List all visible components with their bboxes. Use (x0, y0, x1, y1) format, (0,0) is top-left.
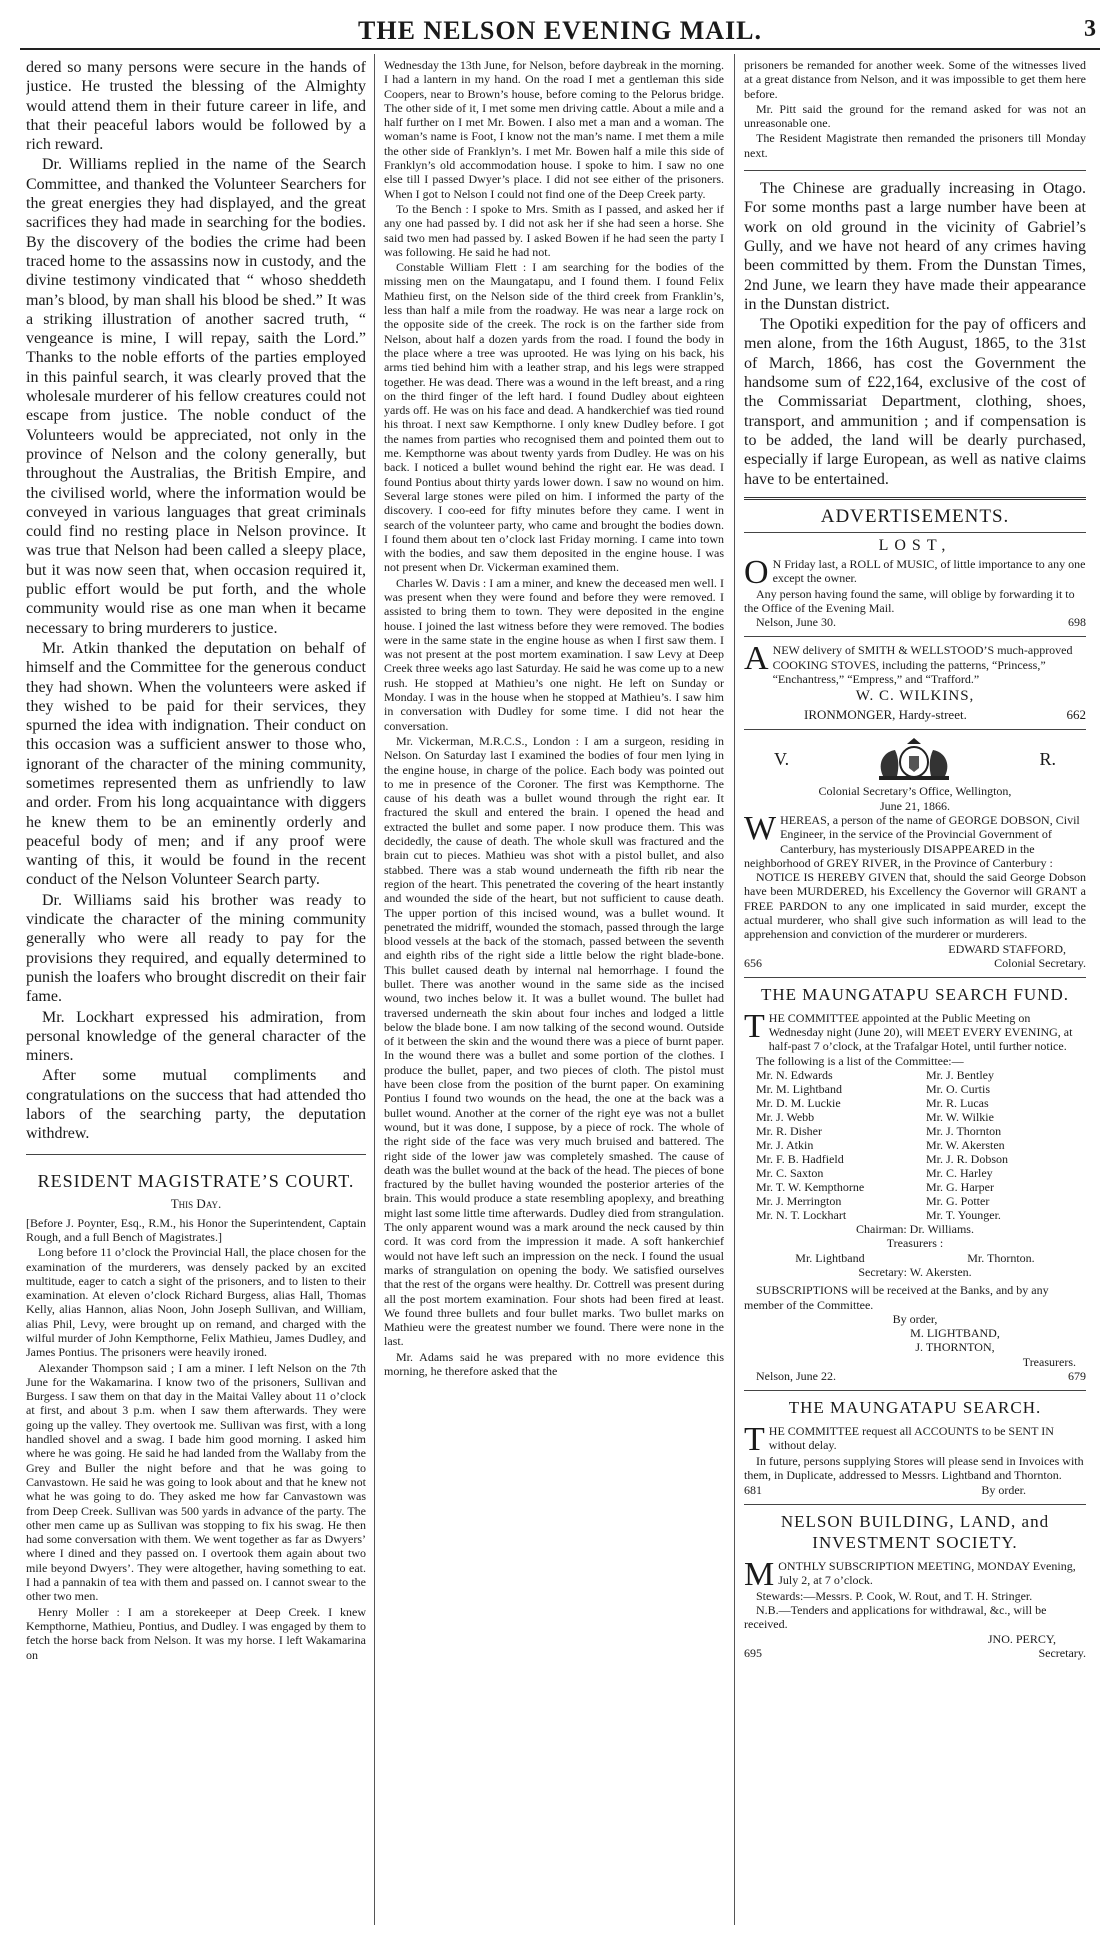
treasurer: Mr. Lightband (795, 1250, 865, 1265)
court-paragraph: To the Bench : I spoke to Mrs. Smith as I passed, and asked her if any one had passed by. I did not ask her if she had seen a horse. She said two men had passed by. I asked Bowen if he had seen the party I was following. He said he had not. (384, 201, 724, 259)
committee-member: Mr. N. T. Lockhart (756, 1208, 847, 1223)
divider (744, 497, 1086, 500)
lost-body: N Friday last, a ROLL of MUSIC, of little importance to any one except the owner. (772, 556, 1086, 586)
society-stewards: Stewards:—Messrs. P. Cook, W. Rout, and T. H. Stringer. (756, 1588, 1033, 1603)
committee-member: Mr. J. Bentley (926, 1068, 994, 1083)
committee-list (744, 1068, 1086, 1222)
divider (744, 1504, 1086, 1505)
proclamation-signer: EDWARD STAFFORD, (948, 941, 1066, 956)
bench-note: [Before J. Poynter, Esq., R.M., his Honor the Superintendent, Captain Rough, and a full Bench of Magistrates.] (26, 1215, 366, 1244)
court-heading: RESIDENT MAGISTRATE’S COURT. (37, 1170, 355, 1191)
signer: M. LIGHTBAND, (910, 1326, 1000, 1341)
society-title: Secretary. (1038, 1645, 1086, 1660)
committee-member: Mr. J. Thornton (926, 1124, 1002, 1139)
stoves-merchant: W. C. WILKINS, (855, 688, 975, 705)
committee-member: Mr. T. Younger. (926, 1208, 1001, 1223)
stoves-trade: IRONMONGER, Hardy-street. (804, 707, 967, 723)
advert-number: 662 (1066, 707, 1086, 723)
column-rule (734, 54, 735, 1925)
search-heading: THE MAUNGATAPU SEARCH. (788, 1398, 1042, 1418)
stoves-advert (744, 640, 1086, 723)
advert-number: 681 (744, 1482, 762, 1497)
committee-member: Mr. M. Lightband (756, 1082, 842, 1097)
advert-number: 698 (1068, 615, 1086, 630)
committee-member: Mr. C. Saxton (756, 1166, 824, 1181)
article-paragraph: Mr. Lockhart expressed his admiration, from personal knowledge of the general character of the miners. (26, 1008, 366, 1065)
lost-dateline: Nelson, June 30. (756, 615, 836, 630)
committee-member: Mr. G. Potter (926, 1194, 990, 1209)
lost-advert (744, 537, 1086, 631)
court-paragraph: Wednesday the 13th June, for Nelson, before daybreak in the morning. I had a lantern in my hand. On the road I met a gentleman this side Coopers, near to Brown’s house, before coming to the Pelorus bridge. The other side of it, I met some men driving cattle. About a mile and a half further on I met Mr. Bowen. I also met a man and a woman. The woman’s name is Foot, I know not the man’s name. I met them a mile the other side of Franklyn’s. I met Mr. Bowen half a mile this side of Franklyn’s old accommodation house. I spoke to him. I saw no one else till I passed Dwyer’s place. I did not see either of the prisoners. When I got to Nelson I could not find one of the Deep Creek party. (384, 58, 724, 201)
article-paragraph: dered so many persons were secure in the hands of justice. He trusted the blessing of the Almighty would attend them in their future career in life, and that their peaceful labors would be followed by a rich reward. (26, 59, 366, 154)
column-2 (384, 58, 724, 1925)
news-paragraph: The Opotiki expedition for the pay of officers and men alone, from the 16th August, 1865, to the 31st of March, 1866, has cost the Government the handsome sum of £22,164, exclusive of the cost of the Commissariat Department, clothing, shoes, transport, and ammunition ; and if compensation is to be added, the land will be dearly purchased, especially if large European, as well as native claims have to be entertained. (744, 316, 1086, 488)
committee-member: Mr. W. Akersten (926, 1138, 1005, 1153)
court-paragraph: Constable William Flett : I am searching for the bodies of the missing men on the Maungatapu, and I found them. I found Felix Mathieu first, on the Nelson side of the third creek from Franklin’s, less than half a mile from the roadway. He was near a large rock on the opposite side of the creek. The rock is on the farther side from Nelson, about half a dozen yards from the road. I found the body in the place where a tree was uprooted. He was lying on his back, his arms tied behind him with a leather strap, and his legs were strapped together. He was dead. There was a wound in the left breast, and a ring on the third finger of the left hard. I found Dudley about eighteen yards off. He was on his face and dead. A handkerchief was tied round his throat. I next saw Kempthorne. I only knew Dudley before. I got the names from parties who recognised them and pointed them out to me. Kempthorne was about twenty yards from Dudley. He was on his back. I noticed a bullet wound behind the right ear. He was dead. I found Pontius about thirty yards lower down. I saw no wound on him. Several large stones were piled on him. I informed the party of the discovery. I coo-eed for fifty minutes before they came. I went in search of the volunteer party, who came and brought the bodies down. I found them about ten o’clock last Friday morning. I came into town with the bodies, and saw them deposited in the engine house. I was not present when Dr. Vickerman examined them. (384, 260, 724, 575)
committee-member: Mr. J. Webb (756, 1110, 815, 1125)
court-paragraph: Long before 11 o’clock the Provincial Hall, the place chosen for the examination of the murderers, was densely packed by an excited multitude, eager to catch a sight of the prisoners, and to listen to their examination. At eleven o’clock Richard Burgess, alias Hall, Thomas Kelly, alias Hannon, alias Noon, John Joseph Sullivan, and William, alias Phil, Levy, were brought up on remand, and charged with the wilful murder of John Kempthorne, Felix Mathieu, James Dudley, and James Pontius. The prisoners were heavily ironed. (26, 1245, 366, 1360)
search-fund-advert (744, 984, 1086, 1384)
column-rule (374, 54, 375, 1925)
committee-member: Mr. C. Harley (926, 1166, 993, 1181)
by-order: By order, (892, 1311, 938, 1326)
divider (744, 532, 1086, 533)
court-paragraph: The Resident Magistrate then remanded the prisoners till Monday next. (744, 131, 1086, 160)
committee-member: Mr. W. Wilkie (926, 1110, 994, 1125)
society-heading: NELSON BUILDING, LAND, and INVESTMENT SOCIETY. (780, 1511, 1050, 1552)
chairman: Chairman: Dr. Williams. (856, 1222, 974, 1237)
proclamation-notice: NOTICE IS HEREBY GIVEN that, should the said George Dobson have been MURDERED, his Excellency the Governor will GRANT a FREE PARDON to any one implicated in said murder, except the actual murderer, who shall give such information as will lead to the apprehension and conviction of the murderer or murderers. (744, 870, 1086, 942)
committee-member: Mr. N. Edwards (756, 1068, 833, 1083)
drop-cap: T (744, 1007, 765, 1045)
committee-member: Mr. J. Merrington (756, 1194, 842, 1209)
court-paragraph: Mr. Adams said he was prepared with no more evidence this morning, he therefore asked that the (384, 1349, 724, 1379)
advert-number: 679 (1068, 1369, 1086, 1384)
divider (744, 1390, 1086, 1391)
news-items (744, 179, 1086, 489)
vr-left: V. (774, 748, 790, 769)
search-body-2: In future, persons supplying Stores will please send in Invoices with them, in Duplicate, addressed to Messrs. Lightband and Thornton. (744, 1454, 1084, 1483)
article-paragraph: Dr. Williams said his brother was ready to vindicate the character of the mining community generally who were all ready to pay for the provisions they required, and equally determined to punish the loafers who brought discredit on their fair fame. (26, 891, 366, 1006)
drop-cap: A (744, 640, 769, 678)
committee-member: Mr. D. M. Luckie (756, 1096, 841, 1111)
advert-number: 695 (744, 1645, 762, 1660)
committee-member: Mr. G. Harper (926, 1180, 994, 1195)
society-body: ONTHLY SUBSCRIPTION MEETING, MONDAY Evening, July 2, at 7 o’clock. (778, 1558, 1076, 1587)
secretary: Secretary: W. Akersten. (858, 1264, 972, 1279)
newspaper-title: THE NELSON EVENING MAIL. (358, 16, 762, 45)
committee-member: Mr. J. R. Dobson (926, 1152, 1009, 1167)
drop-cap: O (744, 553, 769, 591)
proclamation-title: Colonial Secretary. (994, 955, 1086, 970)
committee-intro: The following is a list of the Committee:— (756, 1053, 964, 1068)
article-paragraph: Mr. Atkin thanked the deputation on behalf of himself and the Committee for the generous conduct they had shown. When the volunteers were asked if they wished to be paid for their services, they spurned the idea with indignation. Their conduct on this occasion was a sufficient answer to those who, ignorant of the character of the mining community, sometimes represented them as unfriendly to law and order. From his long acquaintance with diggers he knew them to be an eminently orderly and peaceful body of men; and if any proof were wanting of this, it would be found in the recent conduct of the Nelson Volunteer Search party. (26, 639, 366, 889)
column-1 (26, 58, 366, 1925)
treasurer: Mr. Thornton. (967, 1250, 1035, 1265)
advertisements-heading: ADVERTISEMENTS. (820, 505, 1010, 527)
drop-cap: T (744, 1421, 765, 1459)
by-order: By order. (981, 1482, 1026, 1497)
column-3 (744, 58, 1086, 1925)
page-number: 3 (1084, 16, 1096, 42)
vr-right: R. (1039, 748, 1056, 769)
search-fund-heading: THE MAUNGATAPU SEARCH FUND. (760, 984, 1070, 1004)
advert-number: 656 (744, 955, 762, 970)
lost-body-2: Any person having found the same, will oblige by forwarding it to the Office of the Evening Mail. (744, 586, 1075, 616)
committee-member: Mr. J. Atkin (756, 1138, 814, 1153)
proclamation-advert (744, 736, 1086, 971)
drop-cap: M (744, 1555, 775, 1593)
fund-dateline: Nelson, June 22. (756, 1369, 836, 1384)
court-paragraph: Mr. Pitt said the ground for the remand asked for was not an unreasonable one. (744, 101, 1086, 131)
search-fund-body: HE COMMITTEE appointed at the Public Meeting on Wednesday night (June 20), will MEET EVERY EVENING, at half-past 7 o’clock, at the Trafalgar Hotel, until further notice. (768, 1010, 1073, 1054)
court-paragraph: Alexander Thompson said ; I am a miner. I left Nelson on the 7th June for the Wakamarina. I know two of the prisoners, Sullivan and Burgess. I saw them on that day in the Maitai Valley about 11 o’clock at first, and about 3 p.m. when I saw them afterwards. They were going up the valley. They overtook me. Sullivan was first, with a long handled shovel and a swag. I bade him good morning. I asked him where he was going. He said he had landed from the Wallaby from the Grey and Buller the night before and that he was going to Canvastown. He said he was going to look about and that he knew not what he was going to do. They asked me how far Canvastown was from Deep Creek. Sullivan was 500 yards in advance of the party. The other men came up as Sullivan was stopping to fix his swag. He then had some conversation with them. We went together as far as Dwyers’ where I dined and they passed on. I overtook them again about two mile beyond Dwyers’. They were altogether, having something to eat. I had a pannakin of tea with them and passed on. I cannot swear to the other two men. (26, 1360, 366, 1604)
drop-cap: W (744, 809, 777, 847)
proclamation-date: June 21, 1866. (880, 798, 950, 813)
committee-member: Mr. T. W. Kempthorne (756, 1180, 865, 1195)
divider (744, 170, 1086, 171)
proclamation-office: Colonial Secretary’s Office, Wellington, (818, 784, 1012, 799)
masthead (20, 10, 1100, 50)
committee-member: Mr. O. Curtis (926, 1082, 991, 1097)
divider (26, 1154, 366, 1155)
proclamation-body: HEREAS, a person of the name of GEORGE DOBSON, Civil Engineer, in the service of the Provincial Government of Canterbury, has mysteriously DISAPPEARED in the neighborhood of GREY RIVER, in the Province of Canterbury : (744, 812, 1080, 870)
news-paragraph: The Chinese are gradually increasing in Otago. For some months past a large number have been at work on old ground in the vicinity of Gabriel’s Gully, and we have not heard of any crimes having been committed by them. From the Dunstan Times, 2nd June, we learn they have made their appearance in the Dunstan district. (744, 180, 1086, 313)
society-advert (744, 1511, 1086, 1661)
search-body: HE COMMITTEE request all ACCOUNTS to be SENT IN without delay. (768, 1424, 1054, 1453)
committee-member: Mr. F. B. Hadfield (756, 1152, 844, 1167)
court-paragraph: Henry Moller : I am a storekeeper at Deep Creek. I knew Kempthorne, Mathieu, Pontius, and Dudley. I was engaged by them to fetch the horse back from Nelson. It was my horse. I left Wakamarina on (26, 1604, 366, 1662)
lost-heading: LOST, (878, 536, 952, 554)
court-paragraph: prisoners be remanded for another week. Some of the witnesses lived at a great distance from Nelson, and it was impossible to get them here before. (744, 58, 1086, 101)
subscriptions-note: SUBSCRIPTIONS will be received at the Banks, and by any member of the Committee. (744, 1283, 1049, 1312)
signer: J. THORNTON, (915, 1340, 995, 1355)
court-report-end (744, 58, 1086, 160)
deputation-article (26, 58, 366, 1144)
society-nb: N.B.—Tenders and applications for withdrawal, &c., will be received. (744, 1602, 1047, 1632)
article-paragraph: Dr. Williams replied in the name of the Search Committee, and thanked the Volunteer Searchers for the great energies they had displayed, and the great sacrifices they had made in searching for the bodies. By the discovery of the bodies the crime had been traced home to the assassins now in custody, and the divine testimony vindicated that “ whoso sheddeth man’s blood, by man shall his blood be shed.” It was a striking illustration of another sacred truth, “ vengeance is mine, I will repay, saith the Lord.” Thanks to the noble efforts of the parties employed in this painful search, it was clearly proved that the wholesale murderer of his fellow creatures could not escape from justice. The noble conduct of the Volunteers would be appreciated, not only in the province of Nelson and the colony generally, but throughout the Australias, the British Empire, and the civilised world, where the information would be conveyed in various languages that great criminals could find no resting place in Nelson province. It was true that Nelson had been called a sleepy place, but it was now seen that, when occasion required it, public effort would be put forth, and the whole community would rise as one man when it became necessary to bring murderers to justice. (26, 156, 366, 637)
committee-member: Mr. R. Disher (756, 1124, 822, 1139)
court-report (26, 1216, 366, 1662)
court-paragraph: Mr. Vickerman, M.R.C.S., London : I am a surgeon, residing in Nelson. On Saturday last I examined the bodies of four men lying in the engine house, in charge of the police. Each body was pointed out to me in presence of the Coroner. The first was Kempthorne. The cause of his death was a bullet wound through the right ear. It fractured the skull and entered the brain. I opened the head and extracted the bullet and some paper. I now produce them. This was decidedly, the cause of death. The whole skull was fractured and the brain cut to pieces. Mathieu was shot with a pistol bullet, and also stabbed. There was a stab wound underneath the fifth rib near the region of the heart. This penetrated the covering of the heart instantly and wounded the side of the heart, but not sufficient to cause death. The upper portion of this incised wound, was a bullet wound. It penetrated the midriff, wounded the stomach, passed through the large blood vessels at the back of the stomach, passed between the seventh and eighth ribs of the right side a little below the right blade-bone. This bullet caused death by internal nal hemorrhage. I found the bullet. There was another wound in the same side as the incised wound, two inches below it. It was a bullet wound. The bullet had traversed underneath the skin about four inches and lodged a little below the blade bone. I am now talking of the second wound. Outside of it between the skin and the wound there was a piece of burnt paper. In the wound there was a bullet and some portion of the clothes. I produce the bullet, paper, and two pieces of cloth. The pistol must have been close from the position of the burnt paper. On examining Pontius I found two wounds on the head, the one at the back was a bullet wound. Another at the corner of the right eye was not a bullet wound, but it was done, I suppose, by a piece of rock. The whole of the right side of the face was very much bruised and battered. The right side of the lower jaw was completely smashed. The cause of death was the bullet wound at the back of the head. The pieces of bone fractured by the bullet having wounded the posterior arteries of the brain. This would produce a state resembling apoplexy, and breathing might last some little time afterwards. Dudley died from strangulation. The only apparent wound was a mark around the neck caused by thin cord. It was cord from the impression it made. A soft hankerchief would not have left such an impression on the neck. I found the usual marks of strangulation on opening the body. We satisfied ourselves that the rest of the organs were healthy. Dr. Cottrell was present during all the post mortem examination. Four shots had been fired at least. We found three bullets and four bullet marks. Two bullet marks on Mathieu were the greatest number we found. There were none in the last. (384, 733, 724, 1349)
committee-member: Mr. R. Lucas (926, 1096, 989, 1111)
divider (744, 977, 1086, 978)
royal-arms-icon (869, 736, 959, 782)
stoves-body: NEW delivery of SMITH & WELLSTOOD’S much-approved COOKING STOVES, including the patterns, “Princess,” “Enchantress,” “Empress,” and “Trafford.” (772, 643, 1073, 687)
search-advert (744, 1397, 1086, 1498)
article-paragraph: After some mutual compliments and congratulations on the success that had attended tho labors of the searching party, the deputation withdrew. (26, 1067, 366, 1143)
divider (744, 636, 1086, 637)
court-subheading: This Day. (170, 1195, 222, 1211)
court-paragraph: Charles W. Davis : I am a miner, and knew the deceased men well. I was present when they were found and before they were removed. I assisted to bring them to town. They were deposited in the engine house. I joined the last witness before they were removed. The bodies were in the same state in the engine house as when I first saw them. I was not present at the post mortem examination. I saw Levy at Deep Creek three weeks ago last Saturday. He said he was come up to a new rush. He stopped at Mathieu’s one night. He left on Sunday or Monday. I was in the house when he stopped at Mathieu’s. I saw him in conversation with Dudley for some time. I did not hear the conversation. (384, 575, 724, 733)
treasurers-label: Treasurers : (886, 1236, 944, 1251)
signer-title: Treasurers. (1022, 1354, 1076, 1369)
divider (744, 729, 1086, 730)
society-signer: JNO. PERCY, (987, 1631, 1056, 1646)
